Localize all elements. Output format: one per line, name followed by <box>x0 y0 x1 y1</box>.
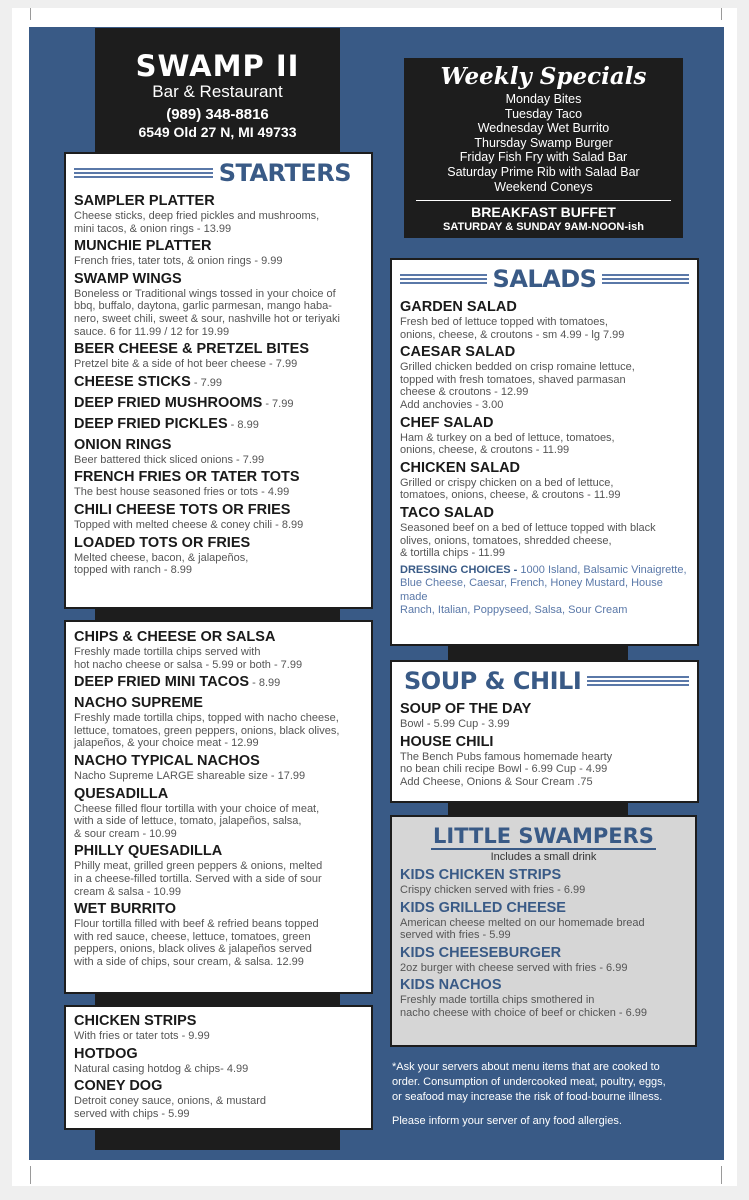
menu-item-name <box>400 900 687 917</box>
menu-item <box>74 674 363 692</box>
menu-item <box>400 701 689 731</box>
disclaimer-line: *Ask your servers about menu items that are cooked to <box>392 1061 660 1073</box>
menu-item-description: onions, cheese, & croutons - sm 4.99 - lg 7.99 <box>400 328 625 341</box>
menu-item-description: Bowl - 5.99 Cup - 3.99 <box>400 718 510 730</box>
menu-item-description: jalapeños, & your choice meat - 12.99 <box>74 737 259 750</box>
dogs-and-strips-section <box>64 1005 373 1130</box>
menu-item-description: & sour cream - 10.99 <box>74 827 177 840</box>
starters-section <box>64 152 373 609</box>
item-title: HOTDOG <box>74 1045 138 1062</box>
menu-item-description: The best house seasoned fries or tots - 4.99 <box>74 486 290 499</box>
menu-item-name <box>74 437 363 454</box>
item-title: CHILI CHEESE TOTS OR FRIES <box>74 501 291 518</box>
menu-item-description: olives, onions, tomatoes, shredded cheese, <box>400 534 612 547</box>
menu-item-description: With fries or tater tots - 9.99 <box>74 1030 210 1042</box>
item-title: CHEF SALAD <box>400 414 494 431</box>
weekly-specials-title: Weekly Specials <box>440 63 647 90</box>
menu-item-description: Topped with melted cheese & coney chili - 8.99 <box>74 518 304 531</box>
menu-item-name <box>74 271 363 288</box>
section-title: STARTERS <box>218 159 351 187</box>
menu-item-description: Pretzel bite & a side of hot beer cheese - 7.99 <box>74 358 298 371</box>
menu-item-description: tomatoes, onions, cheese, & croutons - 11.99 <box>400 489 621 502</box>
menu-item-name <box>74 238 363 255</box>
menu-item <box>400 977 687 1019</box>
menu-item <box>74 374 363 392</box>
heading-rule <box>400 274 487 284</box>
nachos-section <box>64 620 373 994</box>
menu-item <box>74 535 363 577</box>
heading-rule <box>587 676 689 686</box>
menu-item-name <box>74 193 363 210</box>
restaurant-header <box>95 28 340 155</box>
starters-heading <box>74 156 363 190</box>
menu-item-name <box>400 299 689 316</box>
menu-item <box>74 395 363 413</box>
menu-item-description: Grilled chicken bedded on crisp romaine lettuce, <box>400 361 635 374</box>
menu-item <box>74 629 363 671</box>
menu-item-name <box>74 535 363 552</box>
special-monday: Monday Bites <box>505 92 582 106</box>
item-title: CHICKEN STRIPS <box>74 1013 197 1029</box>
menu-item-description: onions, cheese, & croutons - 11.99 <box>400 444 570 457</box>
item-title: TACO SALAD <box>400 504 494 521</box>
item-title: BEER CHEESE & PRETZEL BITES <box>74 341 309 358</box>
menu-item-description: with red sauce, cheese, lettuce, tomatoes, green <box>74 930 311 943</box>
item-title: SAMPLER PLATTER <box>74 193 215 209</box>
menu-item-price: - 7.99 <box>262 397 294 410</box>
menu-item <box>74 843 363 898</box>
menu-item <box>400 900 687 942</box>
crop-mark <box>30 1166 31 1184</box>
item-title: CAESAR SALAD <box>400 344 516 361</box>
menu-item-description: served with fries - 5.99 <box>400 929 511 942</box>
menu-item-name <box>400 415 689 432</box>
dressing-line: Ranch, Italian, Poppyseed, Salsa, Sour Cream <box>400 603 628 616</box>
item-title: NACHO SUPREME <box>74 695 203 712</box>
special-friday: Friday Fish Fry with Salad Bar <box>459 150 628 165</box>
menu-item-description: topped with ranch - 8.99 <box>74 564 193 577</box>
menu-item <box>400 460 689 502</box>
menu-item-description: Nacho Supreme LARGE shareable size - 17.99 <box>74 769 306 782</box>
item-title: WET BURRITO <box>74 901 177 918</box>
item-title: KIDS CHICKEN STRIPS <box>400 867 562 883</box>
little-swampers-heading <box>400 823 687 849</box>
item-title: QUESADILLA <box>74 785 169 802</box>
dressing-label: DRESSING CHOICES - <box>400 563 518 576</box>
disclaimer-line: order. Consumption of undercooked meat, poultry, eggs, <box>392 1076 666 1088</box>
menu-item-description: American cheese melted on our homemade bread <box>400 916 645 929</box>
menu-item <box>400 344 689 411</box>
crop-mark <box>30 8 31 20</box>
section-title: SALADS <box>492 265 597 293</box>
item-title: CHEESE STICKS <box>74 373 191 390</box>
menu-item-name <box>400 977 687 994</box>
item-title: FRENCH FRIES OR TATER TOTS <box>74 469 300 486</box>
item-title: ONION RINGS <box>74 436 172 453</box>
menu-item-description: mini tacos, & onion rings - 13.99 <box>74 222 232 235</box>
item-title: KIDS CHEESEBURGER <box>400 944 562 961</box>
item-title: NACHO TYPICAL NACHOS <box>74 752 260 769</box>
menu-item-description: Add Cheese, Onions & Sour Cream .75 <box>400 775 593 788</box>
heading-rule <box>74 168 213 178</box>
menu-item-description: hot nacho cheese or salsa - 5.99 or both - 7.99 <box>74 658 303 671</box>
menu-item-description: nero, sweet chili, sweet & sour, nashville hot or teriyaki <box>74 312 340 325</box>
little-swampers-section <box>390 815 697 1047</box>
menu-item-description: Flour tortilla filled with beef & refried beans topped <box>74 918 319 931</box>
menu-item <box>74 416 363 434</box>
item-title: CONEY DOG <box>74 1078 163 1095</box>
menu-item-description: Cheese filled flour tortilla with your choice of meat, <box>74 802 320 815</box>
menu-item-description: cheese & croutons - 12.99 <box>400 386 529 399</box>
menu-item-description: no bean chili recipe Bowl - 6.99 Cup - 4.99 <box>400 763 608 776</box>
menu-item-name <box>74 416 363 434</box>
menu-item-price: - 7.99 <box>190 376 223 389</box>
menu-item <box>74 271 363 338</box>
menu-item <box>400 867 687 897</box>
menu-item-description: Natural casing hotdog & chips- 4.99 <box>74 1062 249 1075</box>
menu-item <box>74 695 363 750</box>
divider <box>416 200 671 201</box>
crop-mark <box>721 8 722 20</box>
salads-section <box>390 258 699 646</box>
soup-chili-heading <box>400 664 689 698</box>
menu-item <box>74 193 363 235</box>
menu-item <box>74 238 363 268</box>
menu-item-name <box>400 867 687 884</box>
menu-item-name <box>74 1078 363 1095</box>
menu-item-description: Boneless or Traditional wings tossed in your choice of <box>74 287 336 300</box>
menu-item <box>74 901 363 968</box>
soup-chili-section <box>390 660 699 803</box>
item-title: DEEP FRIED MUSHROOMS <box>74 394 263 411</box>
breakfast-buffet-title: BREAKFAST BUFFET <box>471 204 616 221</box>
menu-item-description: & tortilla chips - 11.99 <box>400 547 505 560</box>
menu-item <box>74 469 363 499</box>
item-title: DEEP FRIED MINI TACOS <box>74 674 250 691</box>
item-title: SWAMP WINGS <box>74 270 182 287</box>
restaurant-address: 6549 Old 27 N, MI 49733 <box>138 124 297 140</box>
menu-item-name <box>400 701 689 718</box>
menu-item-description: The Bench Pubs famous homemade hearty <box>400 750 613 763</box>
special-tuesday: Tuesday Taco <box>504 106 583 121</box>
menu-item <box>400 505 689 560</box>
menu-item-description: Grilled or crispy chicken on a bed of lettuce, <box>400 476 614 489</box>
menu-item <box>74 437 363 467</box>
menu-item-name <box>74 1046 363 1063</box>
menu-item <box>74 1046 363 1076</box>
salads-heading <box>400 262 689 296</box>
menu-item <box>74 341 363 371</box>
menu-item <box>74 1078 363 1120</box>
menu-item-description: cream & salsa - 10.99 <box>74 885 181 898</box>
menu-item-name <box>74 502 363 519</box>
little-swampers-subtitle: Includes a small drink <box>490 851 597 863</box>
menu-item-price: - 8.99 <box>249 677 281 690</box>
menu-item-description: sauce. 6 for 11.99 / 12 for 19.99 <box>74 325 230 338</box>
menu-item-name <box>400 945 687 962</box>
menu-item-description: lettuce, tomatoes, green peppers, onions, black olives, <box>74 724 340 737</box>
menu-item <box>400 945 687 975</box>
menu-item-name <box>74 374 363 392</box>
menu-item <box>74 1013 363 1043</box>
menu-item-name <box>74 786 363 803</box>
item-title: GARDEN SALAD <box>400 299 517 315</box>
special-weekend: Weekend Coneys <box>494 179 593 194</box>
menu-item-price: - 8.99 <box>227 418 259 431</box>
menu-item-description: French fries, tater tots, & onion rings - 9.99 <box>74 255 283 268</box>
dressing-line: Blue Cheese, Caesar, French, Honey Mustard, House made <box>400 577 663 603</box>
breakfast-buffet-time: SATURDAY & SUNDAY 9AM-NOON-ish <box>443 221 644 234</box>
weekly-specials-box <box>404 58 683 238</box>
dressing-line: 1000 Island, Balsamic Vinaigrette, <box>517 563 687 576</box>
menu-item-name <box>74 395 363 413</box>
menu-item-description: Philly meat, grilled green peppers & onions, melted <box>74 860 323 873</box>
item-title: LOADED TOTS OR FRIES <box>74 534 251 551</box>
menu-item <box>74 786 363 841</box>
restaurant-phone[interactable]: (989) 348-8816 <box>166 106 269 123</box>
menu-item-name <box>400 344 689 361</box>
menu-item-name <box>400 460 689 477</box>
item-title: MUNCHIE PLATTER <box>74 238 212 255</box>
menu-item <box>74 753 363 783</box>
menu-item-name <box>74 1013 363 1030</box>
menu-item-description: in a cheese-filled tortilla. Served with a side of sour <box>74 872 322 885</box>
menu-item-name <box>74 901 363 918</box>
menu-item-description: Beer battered thick sliced onions - 7.99 <box>74 453 265 466</box>
menu-item-name <box>74 629 363 646</box>
special-wednesday: Wednesday Wet Burrito <box>477 121 610 136</box>
menu-item-description: bbq, buffalo, daytona, garlic parmesan, mango haba- <box>74 300 332 313</box>
menu-item-description: served with chips - 5.99 <box>74 1107 190 1120</box>
menu-item-description: peppers, onions, black olives & jalapeños served <box>74 943 312 956</box>
crop-mark <box>721 1166 722 1184</box>
menu-item-description: Detroit coney sauce, onions, & mustard <box>74 1095 266 1108</box>
menu-item-description: nacho cheese with choice of beef or chicken - 6.99 <box>400 1006 648 1019</box>
menu-item <box>74 502 363 532</box>
special-thursday: Thursday Swamp Burger <box>474 135 613 150</box>
allergy-notice: Please inform your server of any food allergies. <box>392 1115 622 1127</box>
menu-item-description: Freshly made tortilla chips smothered in <box>400 994 595 1007</box>
menu-item <box>400 299 689 341</box>
menu-item-description: Fresh bed of lettuce topped with tomatoes, <box>400 316 608 328</box>
menu-item-name <box>74 695 363 712</box>
menu-item <box>400 415 689 457</box>
section-title: LITTLE SWAMPERS <box>433 824 654 848</box>
food-safety-disclaimer <box>392 1060 698 1138</box>
menu-item-description: with a side of chips, sour cream, & salsa. 12.99 <box>74 955 304 968</box>
restaurant-subtitle: Bar & Restaurant <box>152 82 283 101</box>
item-title: KIDS GRILLED CHEESE <box>400 899 566 916</box>
heading-rule <box>602 274 689 284</box>
menu-item-description: Melted cheese, bacon, & jalapeños, <box>74 551 249 564</box>
menu-item-description: Cheese sticks, deep fried pickles and mushrooms, <box>74 210 320 222</box>
menu-item-description: Ham & turkey on a bed of lettuce, tomatoes, <box>400 431 615 444</box>
item-title: SOUP OF THE DAY <box>400 701 532 717</box>
item-title: KIDS NACHOS <box>400 977 502 994</box>
menu-item-description: Seasoned beef on a bed of lettuce topped with black <box>400 521 656 534</box>
item-title: DEEP FRIED PICKLES <box>74 415 228 432</box>
menu-item-description: Add anchovies - 3.00 <box>400 398 504 411</box>
menu-item-name <box>400 505 689 522</box>
dressing-choices <box>400 564 689 618</box>
menu-item-description: Freshly made tortilla chips served with <box>74 646 261 658</box>
section-title: SOUP & CHILI <box>404 667 582 695</box>
menu-item-description: Freshly made tortilla chips, topped with nacho cheese, <box>74 712 339 725</box>
item-title: CHICKEN SALAD <box>400 459 521 476</box>
menu-item-description: topped with fresh tomatoes, shaved parmasan <box>400 373 626 386</box>
menu-item <box>400 734 689 789</box>
item-title: HOUSE CHILI <box>400 733 494 750</box>
special-saturday: Saturday Prime Rib with Salad Bar <box>447 164 640 179</box>
menu-item-name <box>74 469 363 486</box>
menu-item-description: with a side of lettuce, tomato, jalapeños, salsa, <box>74 815 302 828</box>
item-title: CHIPS & CHEESE OR SALSA <box>74 629 276 645</box>
menu-item-name <box>400 734 689 751</box>
menu-item-name <box>74 674 363 692</box>
item-title: PHILLY QUESADILLA <box>74 843 223 860</box>
menu-item-name <box>74 843 363 860</box>
menu-item-description: Crispy chicken served with fries - 6.99 <box>400 884 586 896</box>
menu-item-name <box>74 753 363 770</box>
menu-item-name <box>74 341 363 358</box>
menu-item-description: 2oz burger with cheese served with fries - 6.99 <box>400 961 628 974</box>
restaurant-name: SWAMP II <box>135 49 300 83</box>
disclaimer-line: or seafood may increase the risk of food-bourne illness. <box>392 1091 663 1103</box>
